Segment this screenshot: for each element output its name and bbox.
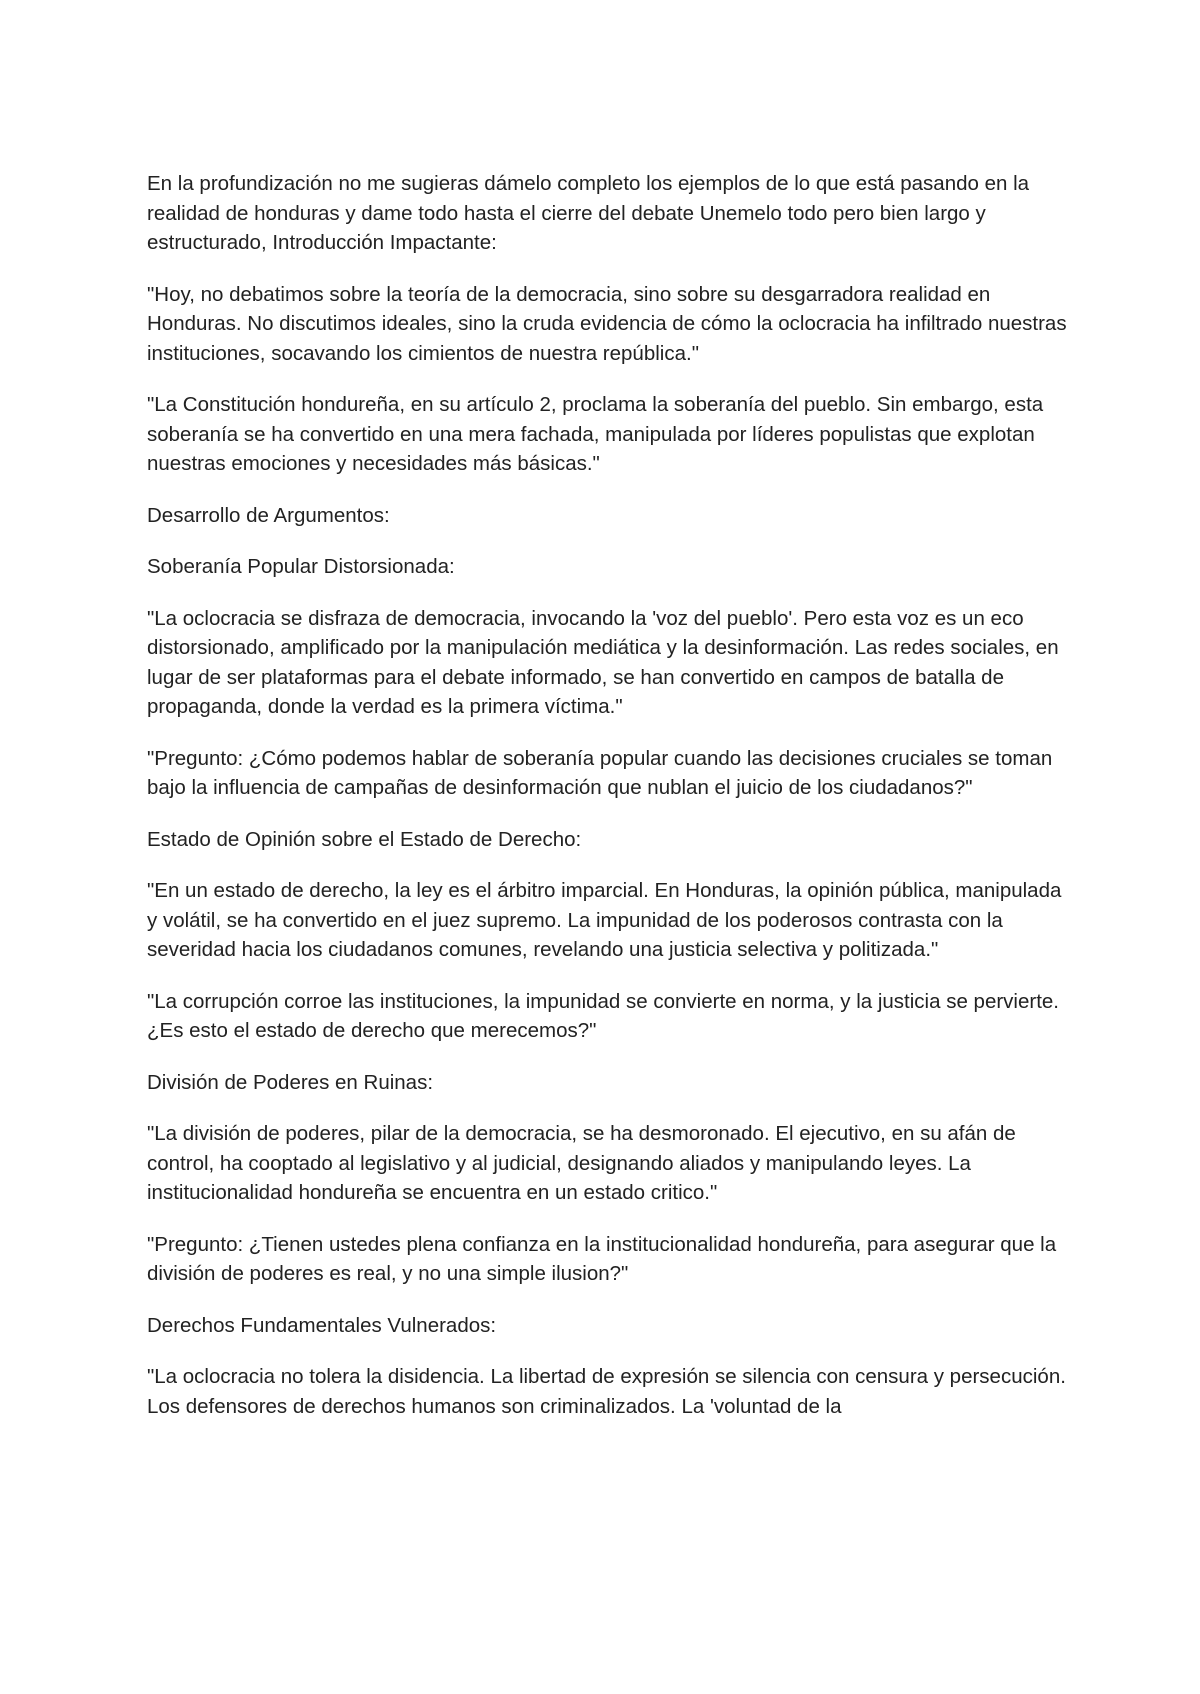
heading-estado-opinion: Estado de Opinión sobre el Estado de Derecho: — [147, 827, 582, 851]
heading-desarrollo: Desarrollo de Argumentos: — [147, 503, 390, 527]
heading-division-poderes: División de Poderes en Ruinas: — [147, 1070, 434, 1094]
paragraph-quote-opening: "Hoy, no debatimos sobre la teoría de la democracia, sino sobre su desgarradora realidad en Honduras. No discutimos ideales, sino la cruda evidencia de cómo la oclocracia ha infiltrado nuestras instituciones, socavando los cimientos de nuestra república." — [147, 282, 1067, 365]
heading-derechos: Derechos Fundamentales Vulnerados: — [147, 1313, 497, 1337]
paragraph-quote-constitution: "La Constitución hondureña, en su artículo 2, proclama la soberanía del pueblo. Sin embargo, esta soberanía se ha convertido en una mera fachada, manipulada por líderes populistas que explotan nuestras emociones y necesidades más básicas." — [147, 393, 1044, 475]
heading-soberania: Soberanía Popular Distorsionada: — [147, 555, 455, 578]
paragraph-quote-pregunto-soberania: "Pregunto: ¿Cómo podemos hablar de soberanía popular cuando las decisiones cruciales se toman bajo la influencia de campañas de desinformación que nublan el juicio de los ciudadanos?" — [147, 746, 1053, 799]
paragraph-intro-request: En la profundización no me sugieras dámelo completo los ejemplos de lo que está pasando en la realidad de honduras y dame todo hasta el cierre del debate Unemelo todo pero bien largo y estructurado, Introducción Impactante: — [147, 172, 1030, 254]
paragraph-quote-disidencia: "La oclocracia no tolera la disidencia. La libertad de expresión se silencia con censura y persecución. Los defensores de derechos humanos son criminalizados. La 'voluntad de la — [147, 1365, 1066, 1418]
paragraph-quote-corrupcion: "La corrupción corroe las instituciones, la impunidad se convierte en norma, y la justicia se pervierte. ¿Es esto el estado de derecho que merecemos?" — [147, 989, 1059, 1042]
document-body — [147, 169, 1077, 1443]
paragraph-quote-oclocracia: "La oclocracia se disfraza de democracia, invocando la 'voz del pueblo'. Pero esta voz es un eco distorsionado, amplificado por la manipulación mediática y la desinformación. Las redes sociales, en lugar de ser plataformas para el debate informado, se han convertido en campos de batalla de propaganda, donde la verdad es la primera víctima." — [147, 606, 1059, 718]
paragraph-quote-pregunto-division: "Pregunto: ¿Tienen ustedes plena confianza en la institucionalidad hondureña, para asegurar que la división de poderes es real, y no una simple ilusion?" — [147, 1232, 1057, 1285]
paragraph-quote-estado-derecho: "En un estado de derecho, la ley es el árbitro imparcial. En Honduras, la opinión pública, manipulada y volátil, se ha convertido en el juez supremo. La impunidad de los poderosos contrasta con la severidad hacia los ciudadanos comunes, revelando una justicia selectiva y politizada." — [147, 879, 1062, 961]
paragraph-quote-division: "La división de poderes, pilar de la democracia, se ha desmoronado. El ejecutivo, en su afán de control, ha cooptado al legislativo y al judicial, designando aliados y manipulando leyes. La institucionalidad hondureña se encuentra en un estado critico." — [147, 1122, 1016, 1204]
